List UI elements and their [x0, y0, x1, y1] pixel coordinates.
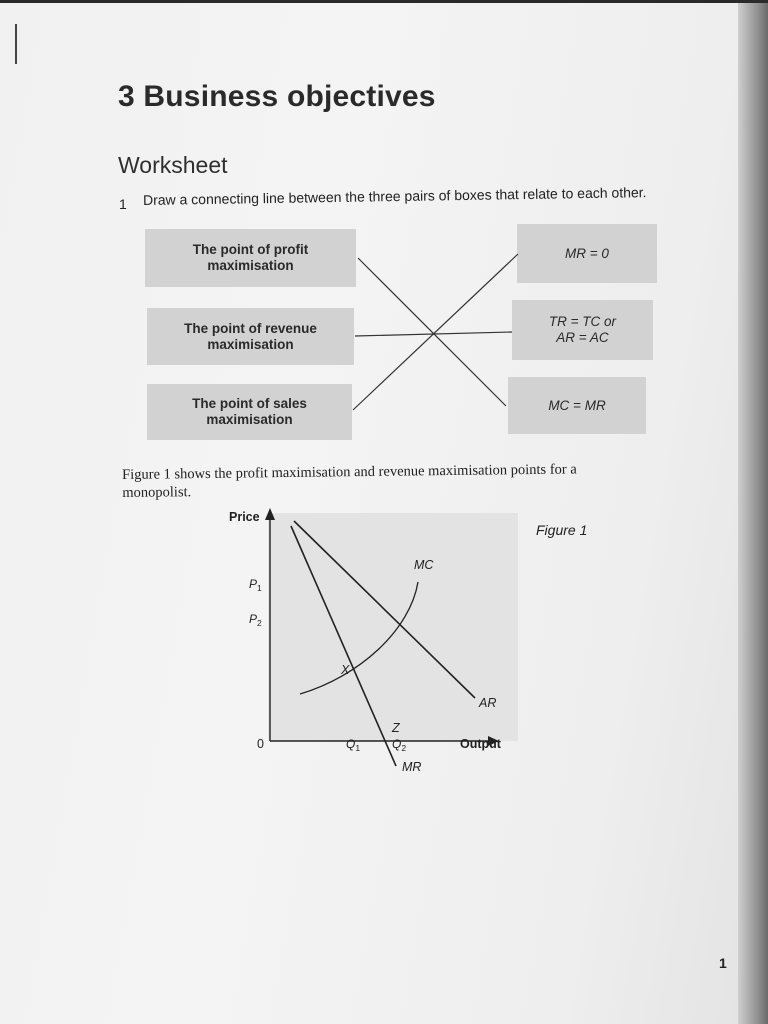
tick-letter: P: [249, 612, 258, 626]
tick-subscript: 2: [401, 743, 407, 753]
figure-intro-text: Figure 1 shows the profit maximisation and revenue maximisation points for a monopolist.: [122, 461, 577, 501]
origin-label: 0: [257, 737, 264, 751]
y-tick-p2: [249, 612, 262, 628]
x-axis-label: Output: [460, 737, 501, 751]
tick-subscript: 1: [257, 583, 262, 593]
series-label-mr: MR: [402, 760, 422, 774]
box-mr-zero: MR = 0: [517, 224, 657, 283]
tick-subscript: 2: [257, 618, 262, 628]
worksheet-subtitle: Worksheet: [118, 152, 228, 178]
point-x-label: X: [341, 663, 350, 677]
page-title: 3 Business objectives: [118, 80, 436, 113]
y-axis-label: Price: [229, 510, 260, 524]
box-tr-tc-ar-ac: TR = TC or AR = AC: [512, 300, 653, 360]
tick-subscript: 1: [355, 743, 361, 753]
question-number: 1: [119, 196, 127, 212]
point-z-label: Z: [392, 721, 400, 735]
tick-letter: Q: [346, 737, 356, 751]
tick-letter: P: [249, 577, 258, 591]
y-tick-p1: [249, 577, 262, 593]
series-label-ar: AR: [479, 696, 497, 710]
box-profit-maximisation: The point of profit maximisation: [145, 229, 356, 287]
page-number: 1: [719, 955, 727, 971]
box-sales-maximisation: The point of sales maximisation: [147, 384, 352, 440]
series-label-mc: MC: [414, 558, 434, 572]
figure-caption: Figure 1: [536, 522, 588, 538]
box-revenue-maximisation: The point of revenue maximisation: [147, 308, 354, 365]
tick-letter: Q: [392, 737, 402, 751]
box-mc-mr: MC = MR: [508, 377, 646, 434]
question-text: Draw a connecting line between the three pairs of boxes that relate to each other.: [142, 184, 647, 208]
